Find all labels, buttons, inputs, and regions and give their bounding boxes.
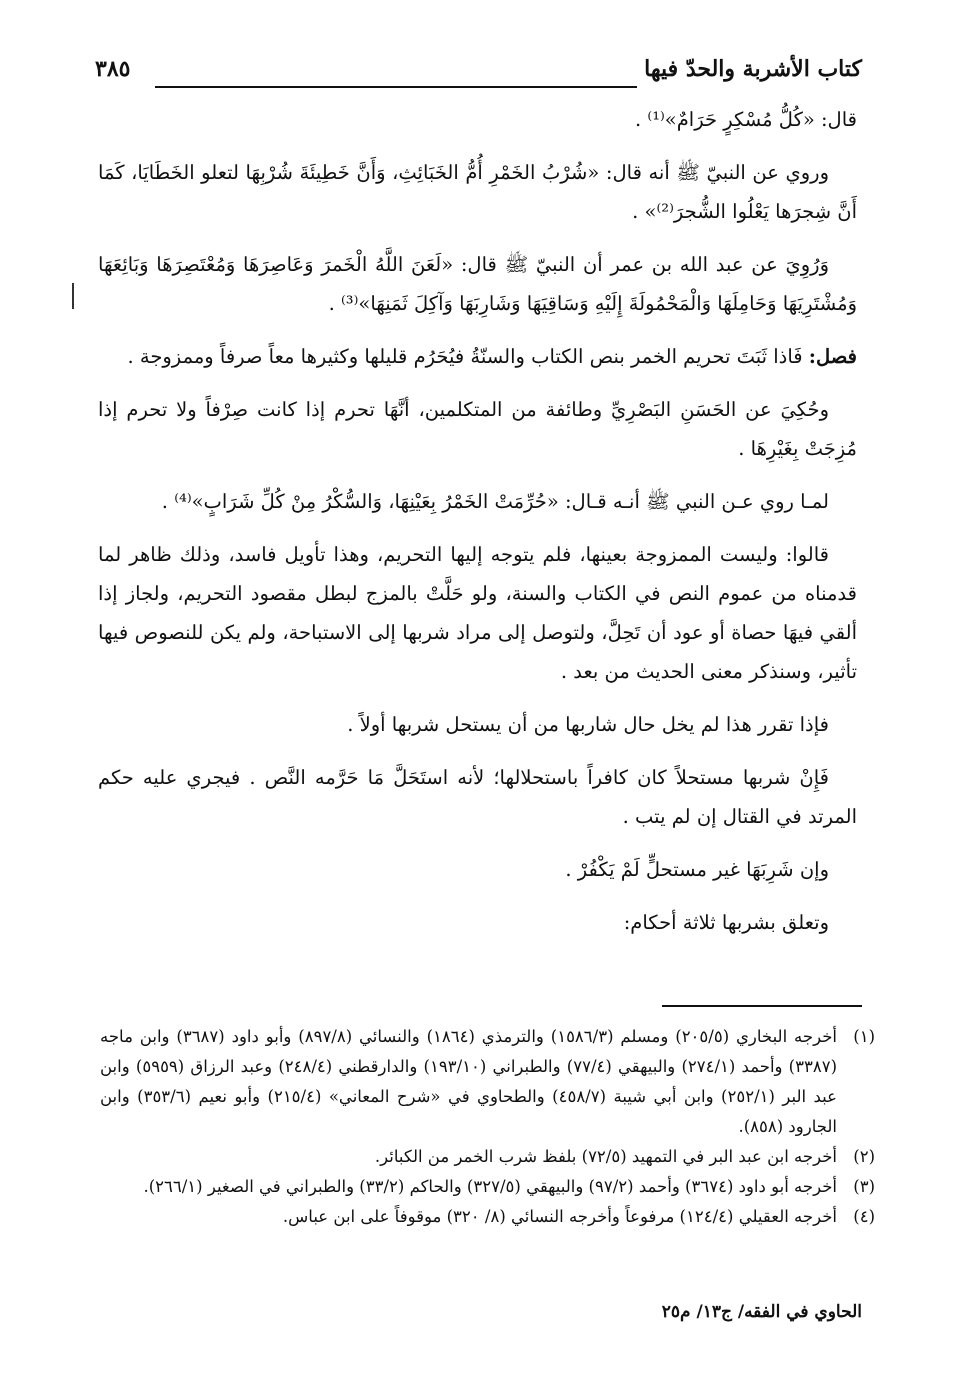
paragraph-7: قالوا: وليست الممزوجة بعينها، فلم يتوجه إليها التحريم، وهذا تأويل فاسد، وذلك ظاهر لما قدمناه من عموم النص في الكتاب والسنة، ولو حَلَّتْ بالمزج لبطل مقصود التحريم، ولجاز إذا ألقي فيهَا حصاة أو عود أن تَحِلَّ، ولتوصل إلى مراد شربها إلى الاستباحة، ولم يكن للنصوص فيها تأثير، وسنذكر معنى الحديث من بعد . [98,543,857,683]
running-header [95,56,862,96]
paragraph-8: فإذا تقرر هذا لم يخل حال شاربها من أن يستحل شربها أولاً . [347,713,829,736]
paragraph-5: وحُكِيَ عن الحَسَنِ البَصْرِيِّ وطائفة من المتكلمين، أنَّهَا تحرم إذا كانت صِرْفاً ولا تحرم إذا مُزِجَتْ بِغَيْرِهَا . [98,398,857,460]
footnote-number: (٢) [853,1147,875,1166]
footnote-text: أخرجه البخاري (٢٠٥/٥) ومسلم (١٥٨٦/٣) والترمذي (١٨٦٤) والنسائي (٨٩٧/٨) وأبو داود (٣٦٨٧) وابن ماجه (٣٣٨٧) وأحمد (٢٧٤/١) والبيهقي (٧٧/٤) والطبراني (١٩٣/١٠) والدارقطني (٢٤٨/٤) وعبد الرزاق (٥٩٥٩) وابن عبد البر (٢٥٢/١) وابن أبي شيبة (٤٥٨/٧) والطحاوي في «شرح المعاني» (٢١٥/٤) وأبو نعيم (٣٥٣/٦) وابن الجارود (٨٥٨). [100,1027,838,1136]
footnote-3 [100,1172,875,1202]
page-number: ٣٨٥ [95,56,131,82]
main-text [98,100,857,956]
paragraph-4 [98,337,857,376]
chapter-title: كتاب الأشربة والحدّ فيها [644,56,862,82]
paragraph-3: وَرُوِيَ عن عبد الله بن عمر أن النبيّ ﷺ قال: «لَعَنَ اللَّهُ الْخَمرَ وَعَاصِرَهَا وَمُعْتَصِرَهَا وَبَائِعَهَا وَمُشْتَرِيَهَا وَحَامِلَهَا وَالْمَحْمُولَةَ إِلَيْهِ وَسَاقِيَهَا وَشَارِبَهَا وَآكِلَ ثَمَنِهَا»⁽³⁾ . [98,253,857,315]
paragraph-11: وتعلق بشربها ثلاثة أحكام: [623,911,829,934]
footnote-number: (٤) [853,1207,875,1226]
footnote-number: (٣) [853,1177,875,1196]
paragraph-6: لمـا روي عـن النبي ﷺ أنـه قـال: «حُرِّمَتْ الخَمْرُ بِعَيْنِهَا، وَالسُّكْرُ مِنْ كُلِّ شَرَابٍ»⁽⁴⁾ . [161,490,829,513]
paragraph-10: وإن شَرِبَهَا غير مستحلٍّ لَمْ يَكْفُرْ . [565,858,829,881]
footnote-text: أخرجه ابن عبد البر في التمهيد (٧٢/٥) بلفظ شرب الخمر من الكبائر. [374,1147,837,1166]
footnote-number: (١) [853,1027,875,1046]
header-rule [155,86,637,88]
paragraph-2: وروي عن النبيّ ﷺ أنه قال: «شُرْبُ الخَمْرِ أُمُّ الخَبَائِثِ، وَأَنَّ خَطِيئَةَ شُرْبِهَا لتعلو الخَطَايَا، كَمَا أَنَّ شِجرَها يَعْلُوا الشُّجرَ⁽²⁾» . [98,161,857,223]
section-text: فَاذا ثَبَتَ تحريم الخمر بنص الكتاب والسنّةُ فيُحَرُم قليلها وكثيرها معاً صرفاً وممزوجة . [127,345,803,368]
signature-line: الحاوي في الفقه/ ج١٣/ م٢٥ [661,1302,862,1322]
paragraph-1: قال: «كُلُّ مُسْكِرٍ حَرَامٌ»⁽¹⁾ . [635,108,857,131]
footnote-rule [662,1005,862,1007]
footnotes [100,1022,875,1232]
footnote-2 [100,1142,875,1172]
footnote-1 [100,1022,875,1142]
footnote-4 [100,1202,875,1232]
footnote-text: أخرجه أبو داود (٣٦٧٤) وأحمد (٩٧/٢) والبيهقي (٣٢٧/٥) والحاكم (٣٣/٢) والطبراني في الصغير (٢٦٦/١). [143,1177,837,1196]
section-label: فصل: [808,345,857,368]
margin-mark [72,283,74,309]
paragraph-9: فَإِنْ شربها مستحلاً كان كافراً باستحلالها؛ لأنه استَحَلَّ مَا حَرَّمه النَّص . فيجري عليه حكم المرتد في القتال إن لم يتب . [98,766,857,828]
footnote-text: أخرجه العقيلي (١٢٤/٤) مرفوعاً وأخرجه النسائي (٨/ ٣٢٠) موقوفاً على ابن عباس. [282,1207,837,1226]
